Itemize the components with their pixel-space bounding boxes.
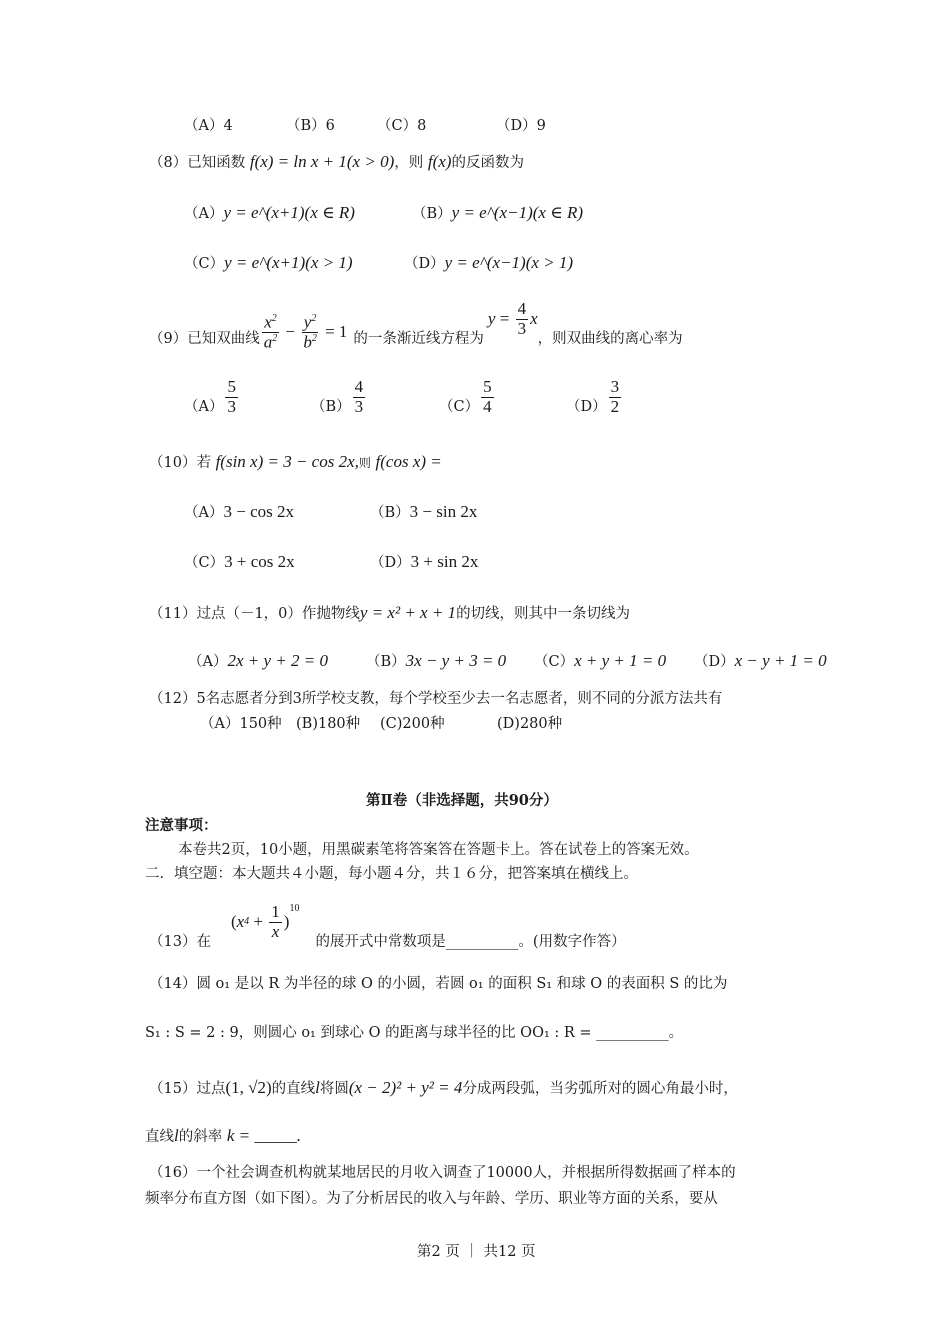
frac-num: 4 [354,377,364,396]
q12-option-b: (B)180种 [296,716,361,732]
q13-suffix: 的展开式中常数项是__________。(用数字作答） [315,933,626,950]
q9-suffix: ，则双曲线的离心率为 [537,330,683,347]
q15-line-1 [149,1078,738,1098]
q11-suffix: 的切线，则其中一条切线为 [456,606,631,622]
frac-den: 4 [483,396,492,416]
q15-line2-a: 直线 [145,1129,174,1145]
frac-den: 3 [354,396,364,416]
q12-option-d: (D)280种 [497,716,563,732]
q8-prefix: （8）已知函数 [149,155,246,171]
q14-line-2: S₁ : S = 2 : 9，则圆心 o₁ 到球心 O 的距离与球半径的比 OO₁ : R = __________。 [145,1025,684,1041]
q9-option-b [311,378,367,416]
q8-option-c [184,253,353,273]
fill-in-heading: 二．填空题：本大题共４小题，每小题４分，共１６分，把答案填在横线上。 [145,866,638,882]
option-expr: x − y + 1 = 0 [734,651,827,670]
option-label: （B） [311,398,351,415]
q7-option-a: （A）4 [184,118,233,134]
option-expr: y = e^(x−1)(x > 1) [444,253,574,272]
q7-option-d: （D）9 [496,118,546,134]
q15-line-var: l [174,1126,179,1145]
option-label: （A） [184,505,224,521]
q15-point: (1, √2) [225,1078,272,1097]
option-expr: y = e^(x+1)(x ∈ R) [223,203,355,222]
q7-option-c: （C）8 [377,118,427,134]
page-footer: 第2 页 ｜ 共12 页 [417,1244,536,1260]
q10-then: 则 [358,456,371,470]
frac-num: 5 [227,377,236,396]
option-expr: 3 + sin 2x [410,552,479,571]
q10-option-b [370,502,477,522]
option-label: （B） [366,654,406,670]
q10-option-a [184,502,294,522]
q8-suffix-a: ，则 [394,155,424,171]
q11-curve: y = x² + x + 1 [359,603,457,622]
option-expr: 3 − cos 2x [223,502,294,521]
q11-prefix: （11）过点（－1，0）作抛物线 [149,606,360,622]
q8-option-b [412,203,583,223]
option-label: （B） [370,505,410,521]
option-label: （C） [534,654,575,670]
q10-option-c [184,552,295,572]
q11-option-a [188,651,328,671]
q8-option-a [184,203,355,223]
q15-mid2: 将圆 [319,1081,349,1097]
q10-stem [149,452,442,472]
q15-prefix: （15）过点 [149,1081,226,1097]
q9-option-c [439,378,496,416]
q15-mid1: 的直线 [271,1081,316,1097]
q16-line-1: （16）一个社会调查机构就某地居民的月收入调查了10000人，并根据所得数据画了样本的 [149,1165,736,1181]
q15-line-var: l [315,1078,320,1097]
option-expr: x + y + 1 = 0 [574,651,667,670]
section-2-title: 第Ⅱ卷（非选择题，共90分） [366,792,558,809]
q13-stem [149,903,626,953]
q8-func2: f(x) [427,152,452,171]
q12-stem: （12）5名志愿者分到3所学校支教，每个学校至少去一名志愿者，则不同的分派方法共有 [149,691,723,707]
q9-stem [149,300,683,352]
q11-option-d [694,651,827,671]
q15-slope-blank: k = _____. [226,1126,302,1145]
q7-option-b: （B）6 [286,118,335,134]
option-expr: y = e^(x−1)(x ∈ R) [451,203,584,222]
q9-mid: 的一条渐近线方程为 [353,330,484,347]
frac-den: 3 [227,396,236,416]
q8-option-d [404,253,573,273]
option-expr: y = e^(x+1)(x > 1) [224,253,353,272]
option-label: （C） [439,398,480,415]
option-label: （D） [566,398,607,415]
frac-den: 2 [610,396,620,416]
q11-option-b [366,651,506,671]
option-expr: 3 − sin 2x [409,502,478,521]
option-label: （D） [370,555,411,571]
option-label: （C） [184,256,225,272]
notice-heading: 注意事项： [145,817,218,834]
q15-line-2 [145,1126,301,1146]
option-label: （D） [404,256,445,272]
q13-binomial: ( x 4 + $\frac{1}{x}$ ) $^{10}$ [230,902,300,941]
option-expr: 3 + cos 2x [224,552,295,571]
q15-circle: (x − 2)² + y² = 4 [348,1078,463,1097]
q9-prefix: （9）已知双曲线 [149,330,260,347]
q9-option-a [184,378,240,416]
notice-body: 本卷共2页，10小题，用黑碳素笔将答案答在答题卡上。答在试卷上的答案无效。 [178,842,699,858]
frac-num: 3 [610,377,620,396]
q15-line2-b: 的斜率 [178,1129,223,1145]
q8-stem [149,152,524,172]
frac-num: 5 [483,377,492,396]
q8-func: f(x) = ln x + 1(x > 0) [249,152,395,171]
option-expr: 2x + y + 2 = 0 [227,651,328,670]
option-label: （B） [412,206,452,222]
q9-hyperbola: $\frac{x^2}{a^2}$ − $\frac{y^2}{b^2}$ = 1 [263,312,348,352]
option-label: （C） [184,555,225,571]
q13-prefix: （13）在 [149,933,211,950]
q9-option-d [566,378,623,416]
q10-option-d [370,552,478,572]
q9-asymptote: y = $\frac{4}{3}$ x [487,299,538,338]
q15-suffix: 分成两段弧，当劣弧所对的圆心角最小时， [462,1081,738,1097]
q14-line-1: （14）圆 o₁ 是以 R 为半径的球 O 的小圆，若圆 o₁ 的面积 S₁ 和球 O 的表面积 S 的比为 [149,976,728,992]
q11-stem [149,603,630,623]
option-label: （A） [184,398,224,415]
option-label: （A） [188,654,228,670]
q10-prefix: （10）若 [149,455,211,471]
q8-suffix-b: 的反函数为 [451,155,524,171]
q11-option-c [534,651,666,671]
q16-line-2: 频率分布直方图（如下图）。为了分析居民的收入与年龄、学历、职业等方面的关系，要从 [145,1191,718,1207]
q10-ask: f(cos x) = [375,452,442,471]
option-expr: 3x − y + 3 = 0 [405,651,507,670]
q12-option-a: （A）150种 [200,716,282,732]
q10-condition: f(sin x) = 3 − cos 2x, [215,452,359,471]
option-label: （A） [184,206,224,222]
q12-option-c: (C)200种 [380,716,445,732]
option-label: （D） [694,654,735,670]
